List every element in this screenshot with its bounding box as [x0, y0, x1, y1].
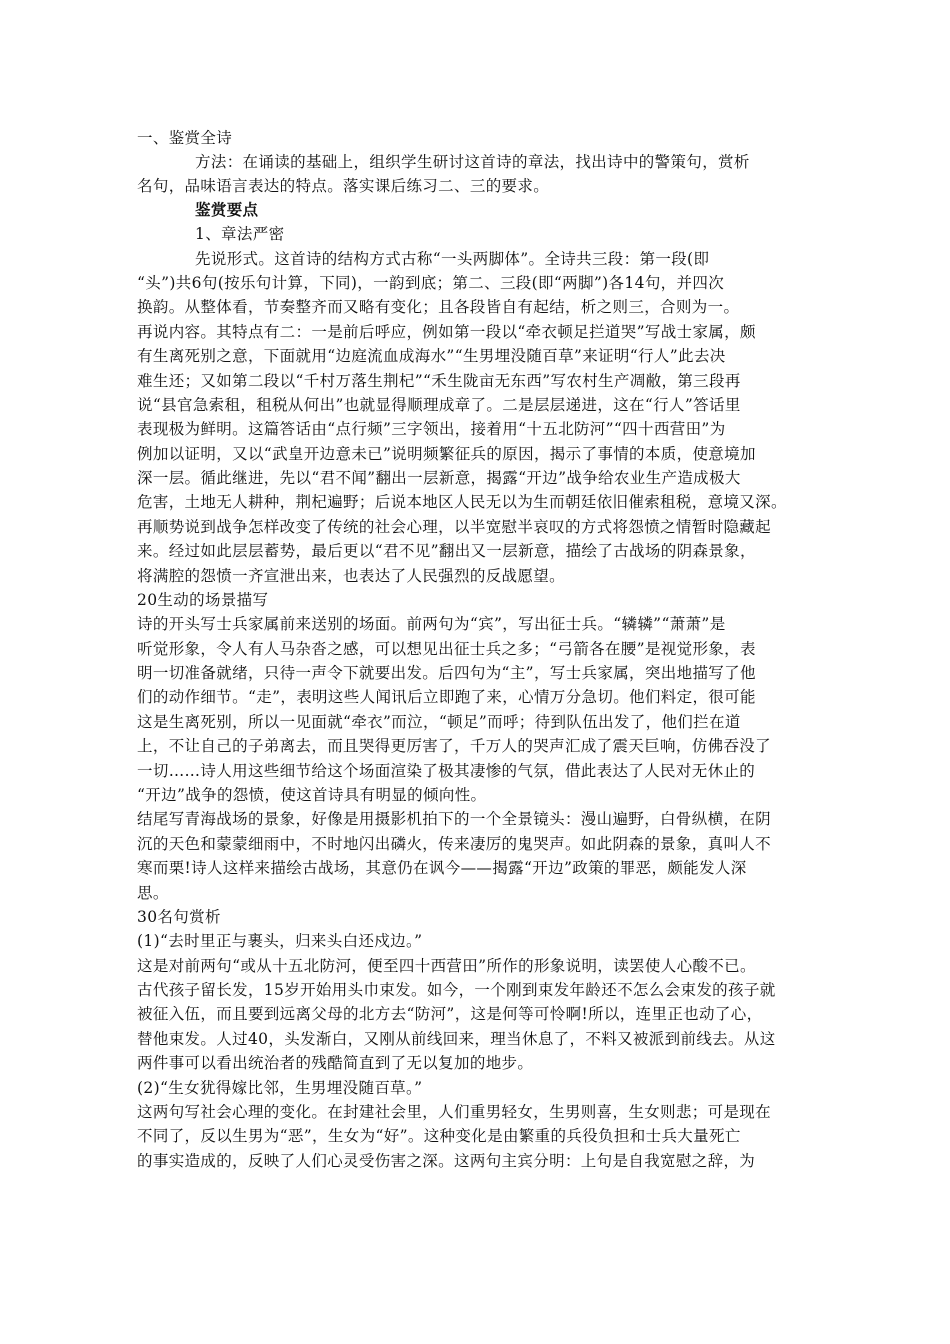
- subsection-title: 1、章法严密: [195, 225, 285, 243]
- paragraph-line: 换韵。从整体看，节奏整齐而又略有变化；且各段皆自有起结，析之则三，合则为一。: [137, 298, 740, 316]
- paragraph-line: 先说形式。这首诗的结构方式古称“一头两脚体”。全诗共三段：第一段(即: [195, 250, 710, 268]
- paragraph-line: 们的动作细节。“走”，表明这些人闻讯后立即跑了来，心情万分急切。他们料定，很可能: [137, 688, 756, 706]
- paragraph-line: 古代孩子留长发，15岁开始用头巾束发。如今，一个刚到束发年龄还不怎么会束发的孩子就: [137, 981, 776, 999]
- paragraph-line: 危害，土地无人耕种，荆杞遍野；后说本地区人民无以为生而朝廷依旧催索租税，意境又深。: [137, 493, 787, 511]
- subheading-key-points: 鉴赏要点: [195, 201, 259, 219]
- paragraph-line: 被征入伍，而且要到远离父母的北方去“防河”，这是何等可怜啊!所以，连里正也动了心，: [137, 1005, 763, 1023]
- section-heading: 一、鉴赏全诗: [137, 129, 233, 147]
- paragraph-line: 这两句写社会心理的变化。在封建社会里，人们重男轻女，生男则喜，生女则悲；可是现在: [137, 1103, 772, 1121]
- paragraph-line: 例加以证明，又以“武皇开边意未已”说明频繁征兵的原因，揭示了事情的本质，使意境加: [137, 445, 756, 463]
- paragraph-line: 结尾写青海战场的景象，好像是用摄影机拍下的一个全景镜头：漫山遍野，白骨纵横，在阴: [137, 810, 772, 828]
- paragraph-line: 明一切准备就绪，只待一声令下就要出发。后四句为“主”，写士兵家属，突出地描写了他: [137, 664, 756, 682]
- paragraph-line: 将满腔的怨愤一齐宣泄出来，也表达了人民强烈的反战愿望。: [137, 567, 565, 585]
- quote-line: (1)“去时里正与裹头，归来头白还戍边。”: [137, 932, 423, 950]
- paragraph-line: 沉的天色和蒙蒙细雨中，不时地闪出磷火，传来凄厉的鬼哭声。如此阴森的景象，真叫人不: [137, 835, 772, 853]
- paragraph-line: “开边”战争的怨愤，使这首诗具有明显的倾向性。: [137, 786, 487, 804]
- paragraph-line: 诗的开头写士兵家属前来送别的场面。前两句为“宾”，写出征士兵。“辚辚”“萧萧”是: [137, 615, 726, 633]
- paragraph-line: 深一层。循此继进，先以“君不闻”翻出一层新意，揭露“开边”战争给农业生产造成极大: [137, 469, 741, 487]
- paragraph-line: 的事实造成的，反映了人们心灵受伤害之深。这两句主宾分明：上句是自我宽慰之辞，为: [137, 1152, 756, 1170]
- subsection-title: 30名句赏析: [137, 908, 221, 926]
- paragraph-line: 寒而栗!诗人这样来描绘古战场，其意仍在讽今——揭露“开边”政策的罪恶，颇能发人深: [137, 859, 747, 877]
- paragraph-line: 来。经过如此层层蓄势，最后更以“君不见”翻出又一层新意，描绘了古战场的阴森景象，: [137, 542, 756, 560]
- paragraph-line: 思。: [137, 884, 169, 902]
- paragraph-line: 再顺势说到战争怎样改变了传统的社会心理，以半宽慰半哀叹的方式将怨愤之情暂时隐藏起: [137, 518, 772, 536]
- paragraph-line: 听觉形象，令人有人马杂沓之感，可以想见出征士兵之多；“弓箭各在腰”是视觉形象，表: [137, 640, 756, 658]
- paragraph-line: 两件事可以看出统治者的残酷简直到了无以复加的地步。: [137, 1054, 534, 1072]
- paragraph-line: “头”)共6句(按乐句计算，下同)，一韵到底；第二、三段(即“两脚”)各14句，并四次: [137, 274, 725, 292]
- paragraph-line: 再说内容。其特点有二：一是前后呼应，例如第一段以“牵衣顿足拦道哭”写战士家属，颇: [137, 323, 756, 341]
- paragraph-line: 表现极为鲜明。这篇答话由“点行频”三字领出，接着用“十五北防河”“四十西营田”为: [137, 420, 726, 438]
- paragraph-line: 难生还；又如第二段以“千村万落生荆杞”“禾生陇亩无东西”写农村生产凋敝，第三段再: [137, 372, 741, 390]
- paragraph-line: 不同了，反以生男为“恶”，生女为“好”。这种变化是由繁重的兵役负担和士兵大量死亡: [137, 1127, 741, 1145]
- quote-line: (2)“生女犹得嫁比邻，生男埋没随百草。”: [137, 1079, 423, 1097]
- paragraph-line: 一切……诗人用这些细节给这个场面渲染了极其凄惨的气氛，借此表达了人民对无休止的: [137, 762, 756, 780]
- paragraph-line: 说“县官急索租，租税从何出”也就显得顺理成章了。二是层层递进，这在“行人”答话里: [137, 396, 741, 414]
- paragraph-line: 替他束发。人过40，头发渐白，又刚从前线回来，理当休息了，不料又被派到前线去。从这: [137, 1030, 776, 1048]
- method-paragraph-line: 方法：在诵读的基础上，组织学生研讨这首诗的章法，找出诗中的警策句，赏析: [195, 153, 750, 171]
- paragraph-line: 这是生离死别，所以一见面就“牵衣”而泣，“顿足”而呼；待到队伍出发了，他们拦在道: [137, 713, 741, 731]
- subsection-title: 20生动的场景描写: [137, 591, 269, 609]
- paragraph-line: 上，不让自己的子弟离去，而且哭得更厉害了，千万人的哭声汇成了震天巨响，仿佛吞没了: [137, 737, 772, 755]
- paragraph-line: 有生离死别之意，下面就用“边庭流血成海水”“生男埋没随百草”来证明“行人”此去决: [137, 347, 726, 365]
- paragraph-line: 这是对前两句“或从十五北防河，便至四十西营田”所作的形象说明，读罢使人心酸不已。: [137, 957, 756, 975]
- method-paragraph-line: 名句，品味语言表达的特点。落实课后练习二、三的要求。: [137, 177, 550, 195]
